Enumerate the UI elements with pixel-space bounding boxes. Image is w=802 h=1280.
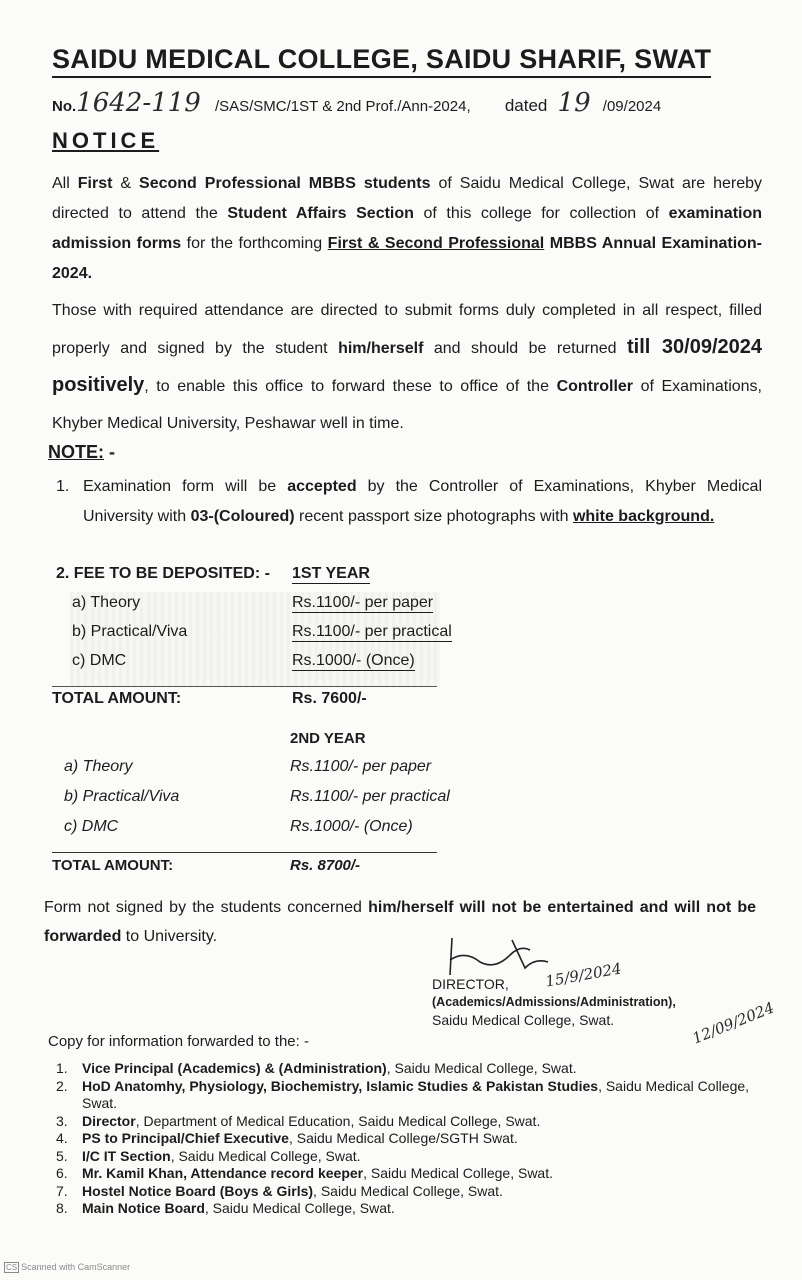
p3-t2: to University. [121, 928, 218, 945]
fee-heading: 2. FEE TO BE DEPOSITED: - [56, 565, 270, 582]
year1-dmc-amount: Rs.1000/- (Once) [292, 652, 415, 669]
list-item [56, 1060, 776, 1078]
p2-t4: of Examinations, Khyber Medical University, Peshawar well in time. [52, 378, 762, 432]
year2-dmc-item: c) DMC [64, 818, 119, 835]
year1-practical-amount: Rs.1100/- per practical [292, 623, 452, 640]
dated-handwritten: 19 [557, 88, 591, 118]
note-suffix: - [104, 442, 115, 462]
n1-b1: accepted [287, 478, 357, 495]
n1-t3: recent passport size photographs with [294, 508, 573, 525]
copy-bold: PS to Principal/Chief Executive [82, 1130, 289, 1146]
copy-bold: Director [82, 1112, 136, 1129]
p1-b5: Examination-2024. [52, 235, 763, 282]
copy-bold: Vice Principal (Academics) & (Administration) [82, 1060, 387, 1076]
copy-text: , Saidu Medical College, Swat. [313, 1182, 503, 1199]
year1-theory-amount: Rs.1100/- per paper [292, 594, 434, 611]
p2-t2: and should be returned [423, 340, 627, 357]
paragraph-2 [52, 292, 762, 442]
list-item [56, 1183, 776, 1201]
year1-label: 1ST YEAR [292, 565, 370, 582]
year2-theory-item: a) Theory [64, 758, 133, 775]
year1-row-theory [72, 594, 140, 612]
p3-t1: Form not signed by the students concerned [44, 899, 369, 916]
list-item [56, 1130, 776, 1148]
p1-b4: examination admission forms [52, 205, 763, 252]
sig-department: (Academics/Admissions/Administration), [432, 995, 676, 1009]
p2-t1: Those with required attendance are directed to submit forms duly completed in all respect, filled properly and signed by the student [52, 302, 762, 357]
p1-t1: All [52, 175, 78, 192]
copy-text: , Saidu Medical College, Swat. [386, 1060, 577, 1076]
year1-total-value: Rs. 7600/- [292, 690, 367, 707]
copy-num: 2. [56, 1077, 68, 1094]
p1-t5: for the forthcoming [181, 235, 328, 252]
ref-handwritten: 1642-119 [76, 88, 201, 118]
sig-college: Saidu Medical College, Swat. [432, 1012, 615, 1028]
copy-bold: Main Notice Board [82, 1200, 205, 1216]
n1-t1: Examination form will be [83, 478, 288, 495]
year1-row-dmc [72, 652, 126, 670]
notice-heading: NOTICE [52, 128, 160, 153]
p2-b3: Controller [556, 378, 634, 395]
dated-label: dated [504, 96, 548, 115]
list-item [56, 1165, 776, 1183]
dated-suffix: /09/2024 [602, 98, 662, 115]
copy-num: 6. [56, 1165, 68, 1181]
copy-heading: Copy for information forwarded to the: - [48, 1033, 309, 1050]
copy-num: 3. [56, 1112, 68, 1129]
year2-label: 2ND YEAR [290, 730, 366, 747]
camscanner-text: Scanned with CamScanner [21, 1262, 131, 1272]
year1-total-divider [52, 686, 437, 687]
year2-total-value: Rs. 8700/- [290, 857, 361, 874]
p1-t2: & [112, 175, 140, 192]
p1-b1: First [77, 175, 113, 192]
copy-text: , Saidu Medical College, Swat. [170, 1147, 361, 1164]
paragraph-1 [52, 169, 762, 289]
p1-u1: First & Second Professional [327, 235, 545, 252]
copy-bold: I/C IT Section [82, 1147, 171, 1164]
ref-suffix: /SAS/SMC/1ST & 2nd Prof./Ann-2024, [214, 98, 471, 115]
college-title: SAIDU MEDICAL COLLEGE, SAIDU SHARIF, SWAT [52, 44, 711, 78]
year1-dmc-item: c) DMC [72, 652, 127, 669]
list-item [56, 1148, 776, 1166]
year2-practical-item: b) Practical/Viva [64, 788, 180, 805]
sig-hand-date-1: 15/9/2024 [544, 959, 623, 991]
year1-practical-item: b) Practical/Viva [72, 623, 188, 640]
p1-t6: MBBS Annual [544, 235, 662, 252]
copy-text: , Saidu Medical College/SGTH Swat. [288, 1130, 518, 1146]
list-item [56, 1078, 776, 1113]
n1-t2: by the Controller of Examinations, Khyber Medical University with [83, 478, 763, 525]
year2-practical-amount: Rs.1100/- per practical [290, 788, 450, 805]
p2-t3: , to enable this office to forward these to office of the [144, 378, 557, 395]
copy-num: 1. [56, 1060, 68, 1076]
p2-b1: him/herself [338, 340, 424, 357]
copy-bold: Mr. Kamil Khan, Attendance record keeper [82, 1165, 364, 1181]
ref-prefix: No. [52, 98, 77, 115]
n1-u1: white background. [572, 508, 715, 525]
note-heading [48, 442, 115, 463]
copy-bold: HoD Anatomhy, Physiology, Biochemistry, Islamic Studies & Pakistan Studies [82, 1077, 599, 1094]
camscanner-watermark [4, 1262, 130, 1273]
paragraph-3 [44, 893, 756, 951]
p2-b2: till 30/09/2024 positively [52, 336, 762, 396]
sig-director: DIRECTOR, [432, 976, 509, 992]
copy-text: , Saidu Medical College, Swat. [363, 1165, 553, 1181]
n1-b2: 03-(Coloured) [190, 508, 295, 525]
p1-t3: of Saidu Medical College, Swat are hereby directed to attend the [52, 175, 763, 222]
p1-b2: Second Professional MBBS students [139, 175, 431, 192]
copy-num: 7. [56, 1182, 68, 1199]
copy-num: 4. [56, 1130, 68, 1146]
camscanner-logo-icon: CS [6, 1263, 18, 1272]
note-item-1 [56, 472, 762, 532]
year2-dmc-amount: Rs.1000/- (Once) [290, 818, 413, 835]
year1-total-label: TOTAL AMOUNT: [52, 690, 182, 707]
note-item-1-num: 1. [56, 478, 70, 495]
p3-b1: him/herself will not be entertained and will not be forwarded [44, 899, 756, 945]
copy-num: 8. [56, 1200, 68, 1216]
note-label: NOTE: [48, 442, 104, 462]
sig-hand-date-2: 12/09/2024 [689, 998, 777, 1048]
p1-t4: of this college for collection of [413, 205, 669, 222]
year1-row-practical [72, 623, 187, 641]
copy-text: , Saidu Medical College, Swat. [82, 1077, 750, 1111]
copy-text: , Department of Medical Education, Saidu Medical College, Swat. [135, 1112, 541, 1129]
copy-list [56, 1060, 776, 1218]
note-item-1-text [83, 472, 762, 532]
list-item [56, 1113, 776, 1131]
reference-line [52, 88, 661, 118]
copy-bold: Hostel Notice Board (Boys & Girls) [82, 1182, 314, 1199]
copy-num: 5. [56, 1147, 68, 1164]
p1-b3: Student Affairs Section [227, 205, 414, 222]
copy-text: , Saidu Medical College, Swat. [204, 1200, 395, 1216]
list-item [56, 1200, 776, 1218]
year2-total-divider [52, 852, 437, 853]
year1-theory-item: a) Theory [72, 594, 141, 611]
year2-total-label: TOTAL AMOUNT: [52, 857, 174, 874]
year2-theory-amount: Rs.1100/- per paper [290, 758, 432, 775]
